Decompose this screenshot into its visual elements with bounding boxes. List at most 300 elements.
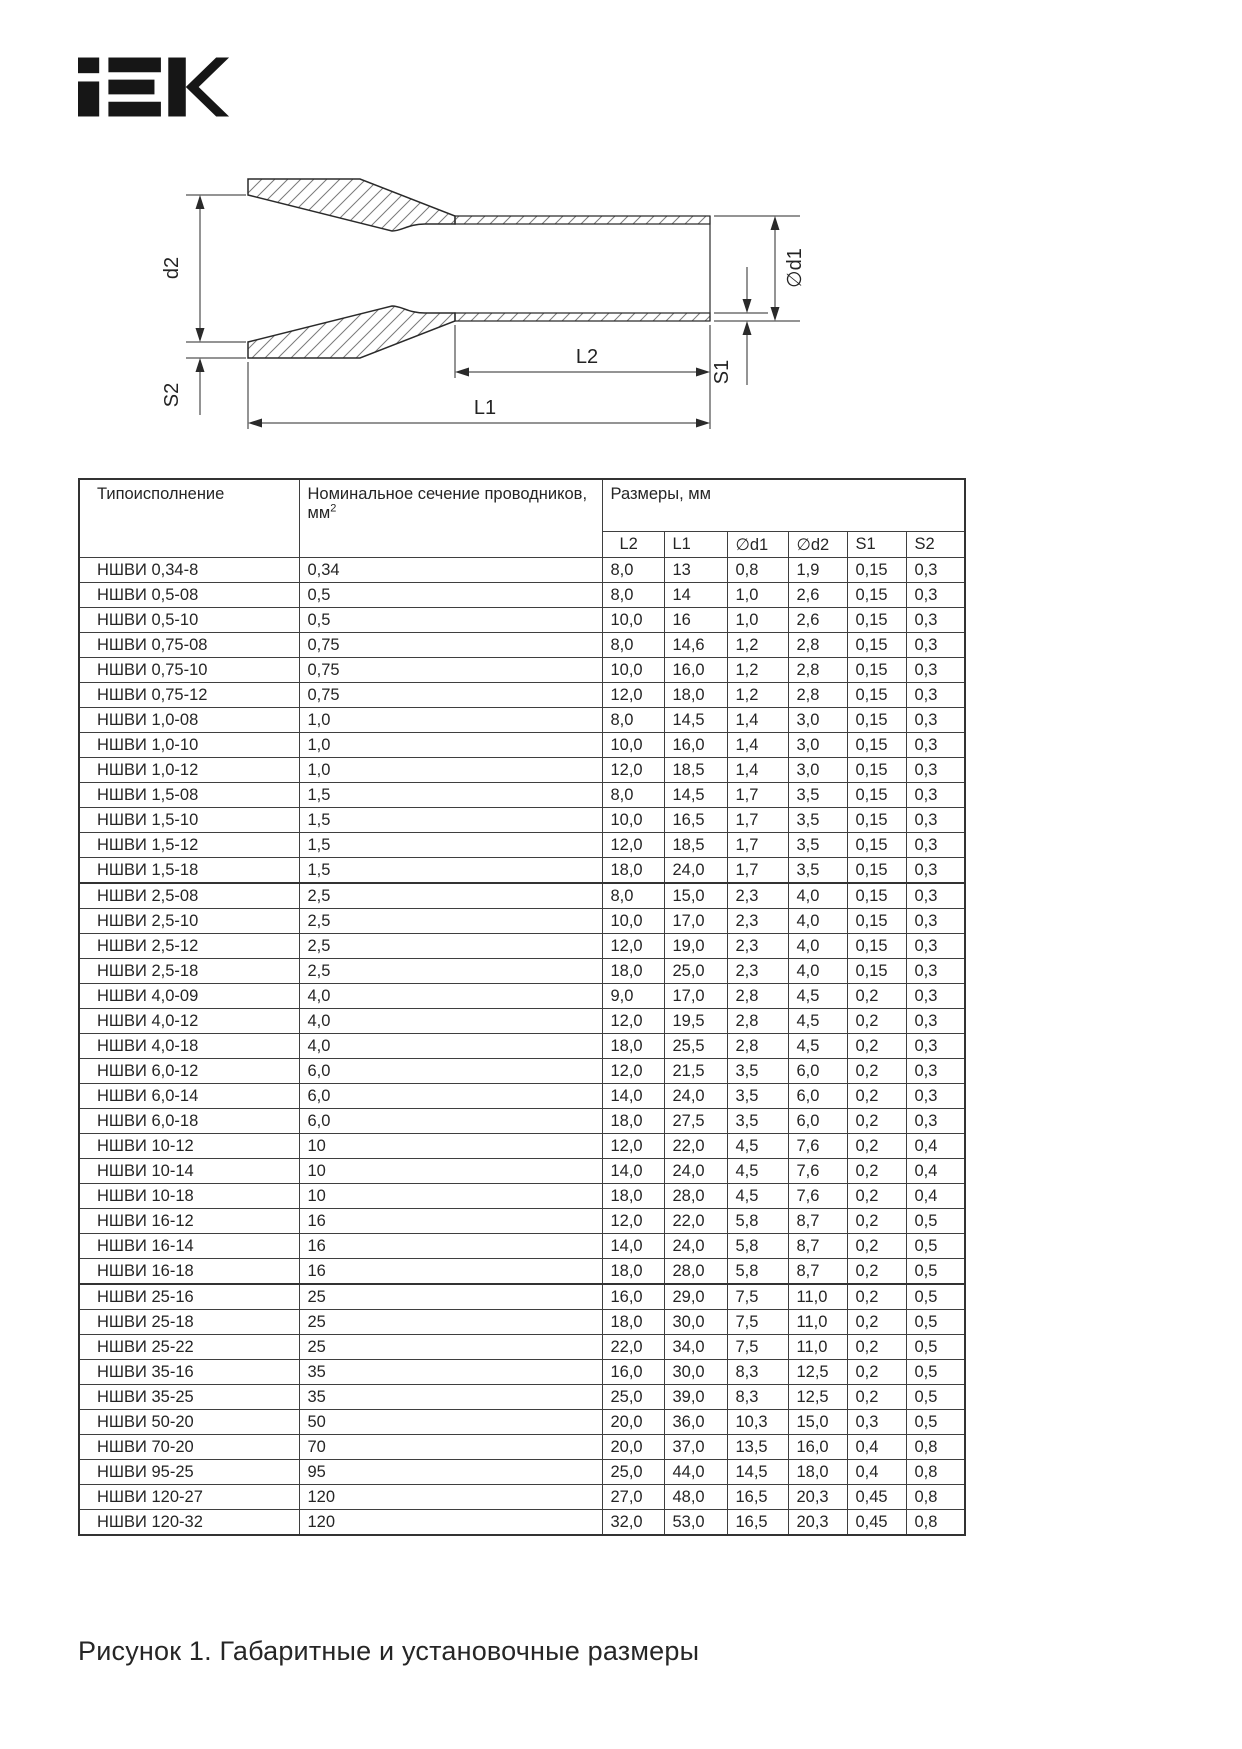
table-cell: НШВИ 16-18 xyxy=(79,1259,299,1285)
table-cell: 0,3 xyxy=(906,1034,965,1059)
table-cell: 3,5 xyxy=(788,808,847,833)
table-cell: 25 xyxy=(299,1284,602,1310)
table-cell: 2,6 xyxy=(788,608,847,633)
table-cell: 5,8 xyxy=(727,1234,788,1259)
table-cell: 0,3 xyxy=(906,583,965,608)
table-row xyxy=(79,808,965,833)
table-cell: 35 xyxy=(299,1360,602,1385)
table-cell: 0,3 xyxy=(906,683,965,708)
table-cell: 1,7 xyxy=(727,808,788,833)
table-cell: 16,0 xyxy=(602,1360,664,1385)
table-cell: НШВИ 1,5-08 xyxy=(79,783,299,808)
table-cell: 0,75 xyxy=(299,633,602,658)
table-row xyxy=(79,583,965,608)
dimension-drawing xyxy=(150,135,830,450)
table-cell: 53,0 xyxy=(664,1510,727,1536)
table-cell: 12,0 xyxy=(602,833,664,858)
table-cell: 0,15 xyxy=(847,683,906,708)
table-cell: 2,3 xyxy=(727,959,788,984)
table-cell: 16,0 xyxy=(788,1435,847,1460)
table-cell: 16,0 xyxy=(664,658,727,683)
table-cell: 24,0 xyxy=(664,858,727,884)
table-cell: 0,5 xyxy=(906,1335,965,1360)
col-header-d2: ∅d2 xyxy=(788,532,847,558)
table-cell: 0,75 xyxy=(299,683,602,708)
dim-s2 xyxy=(186,358,246,415)
table-cell: 25,0 xyxy=(664,959,727,984)
table-cell: 32,0 xyxy=(602,1510,664,1536)
table-cell: 18,5 xyxy=(664,758,727,783)
table-cell: 14,0 xyxy=(602,1234,664,1259)
table-cell: НШВИ 10-12 xyxy=(79,1134,299,1159)
table-cell: 0,2 xyxy=(847,1360,906,1385)
table-cell: 0,2 xyxy=(847,1109,906,1134)
table-cell: 1,5 xyxy=(299,833,602,858)
table-cell: 0,15 xyxy=(847,783,906,808)
table-cell: 50 xyxy=(299,1410,602,1435)
table-cell: 24,0 xyxy=(664,1084,727,1109)
table-row xyxy=(79,1059,965,1084)
table-cell: 0,3 xyxy=(906,934,965,959)
table-cell: 0,3 xyxy=(906,1109,965,1134)
table-cell: 12,0 xyxy=(602,1134,664,1159)
dim-label-d2: d2 xyxy=(161,256,183,280)
table-cell: 4,5 xyxy=(788,1034,847,1059)
table-cell: 120 xyxy=(299,1510,602,1536)
table-cell: 10,0 xyxy=(602,733,664,758)
table-cell: 8,7 xyxy=(788,1259,847,1285)
table-cell: 120 xyxy=(299,1485,602,1510)
table-cell: 18,5 xyxy=(664,833,727,858)
table-cell: 1,5 xyxy=(299,808,602,833)
table-cell: 0,2 xyxy=(847,1059,906,1084)
table-row xyxy=(79,1034,965,1059)
table-cell: 3,5 xyxy=(788,783,847,808)
table-cell: 12,5 xyxy=(788,1385,847,1410)
table-cell: 20,0 xyxy=(602,1435,664,1460)
collar-bottom-wall xyxy=(248,306,455,358)
table-cell: 0,2 xyxy=(847,984,906,1009)
table-row xyxy=(79,858,965,884)
col-header-s1: S1 xyxy=(847,532,906,558)
table-row xyxy=(79,558,965,583)
table-cell: 2,6 xyxy=(788,583,847,608)
table-cell: 0,5 xyxy=(906,1259,965,1285)
table-cell: 12,0 xyxy=(602,758,664,783)
table-row xyxy=(79,1084,965,1109)
table-cell: 16 xyxy=(664,608,727,633)
table-cell: НШВИ 0,5-10 xyxy=(79,608,299,633)
table-row xyxy=(79,708,965,733)
table-cell: 19,5 xyxy=(664,1009,727,1034)
table-cell: НШВИ 2,5-12 xyxy=(79,934,299,959)
table-cell: 1,4 xyxy=(727,708,788,733)
table-cell: 6,0 xyxy=(788,1109,847,1134)
table-cell: 0,15 xyxy=(847,858,906,884)
table-cell: 0,3 xyxy=(906,984,965,1009)
table-cell: 0,3 xyxy=(906,1084,965,1109)
table-cell: 14,5 xyxy=(664,708,727,733)
table-cell: 29,0 xyxy=(664,1284,727,1310)
table-cell: 0,3 xyxy=(847,1410,906,1435)
table-cell: 0,3 xyxy=(906,1059,965,1084)
table-cell: 10 xyxy=(299,1184,602,1209)
table-row xyxy=(79,683,965,708)
table-cell: НШВИ 50-20 xyxy=(79,1410,299,1435)
table-cell: 4,0 xyxy=(788,959,847,984)
table-cell: 25,0 xyxy=(602,1385,664,1410)
table-cell: 2,8 xyxy=(788,658,847,683)
table-row xyxy=(79,608,965,633)
table-cell: 39,0 xyxy=(664,1385,727,1410)
table-cell: 5,8 xyxy=(727,1209,788,1234)
table-cell: 10,0 xyxy=(602,608,664,633)
table-cell: 4,5 xyxy=(788,984,847,1009)
table-row xyxy=(79,658,965,683)
col-header-sizes: Размеры, мм xyxy=(602,479,965,532)
table-cell: 9,0 xyxy=(602,984,664,1009)
table-cell: 2,8 xyxy=(727,984,788,1009)
table-cell: 11,0 xyxy=(788,1335,847,1360)
table-row xyxy=(79,1209,965,1234)
table-cell: НШВИ 120-32 xyxy=(79,1510,299,1536)
table-cell: 3,0 xyxy=(788,758,847,783)
figure-caption: Рисунок 1. Габаритные и установочные размеры xyxy=(78,1636,700,1666)
table-cell: 16,5 xyxy=(727,1485,788,1510)
table-cell: НШВИ 1,0-12 xyxy=(79,758,299,783)
table-cell: 2,3 xyxy=(727,883,788,909)
table-cell: 12,5 xyxy=(788,1360,847,1385)
table-cell: НШВИ 16-14 xyxy=(79,1234,299,1259)
table-cell: НШВИ 6,0-12 xyxy=(79,1059,299,1084)
table-cell: НШВИ 1,5-18 xyxy=(79,858,299,884)
table-cell: 18,0 xyxy=(602,1109,664,1134)
table-cell: 7,6 xyxy=(788,1184,847,1209)
table-cell: 1,0 xyxy=(727,583,788,608)
table-cell: 44,0 xyxy=(664,1460,727,1485)
table-cell: 4,0 xyxy=(788,909,847,934)
table-cell: 1,0 xyxy=(299,708,602,733)
table-cell: 36,0 xyxy=(664,1410,727,1435)
table-row xyxy=(79,758,965,783)
table-cell: 0,45 xyxy=(847,1510,906,1536)
table-cell: 0,3 xyxy=(906,833,965,858)
table-cell: 10,3 xyxy=(727,1410,788,1435)
table-cell: 0,2 xyxy=(847,1009,906,1034)
table-cell: 0,4 xyxy=(906,1134,965,1159)
table-cell: 1,7 xyxy=(727,783,788,808)
table-cell: 34,0 xyxy=(664,1335,727,1360)
table-cell: 3,5 xyxy=(788,858,847,884)
table-row xyxy=(79,1009,965,1034)
table-cell: 0,3 xyxy=(906,783,965,808)
table-cell: 28,0 xyxy=(664,1259,727,1285)
table-row xyxy=(79,833,965,858)
table-cell: 0,4 xyxy=(906,1159,965,1184)
table-cell: 22,0 xyxy=(664,1134,727,1159)
tube-bottom-wall xyxy=(455,313,710,321)
table-cell: 3,5 xyxy=(727,1059,788,1084)
table-cell: 0,3 xyxy=(906,909,965,934)
table-row xyxy=(79,1485,965,1510)
table-cell: 14,0 xyxy=(602,1159,664,1184)
table-cell: НШВИ 2,5-18 xyxy=(79,959,299,984)
dim-label-l2: L2 xyxy=(575,346,599,368)
table-cell: 0,15 xyxy=(847,708,906,733)
table-cell: 10,0 xyxy=(602,909,664,934)
col-header-l1: L1 xyxy=(664,532,727,558)
table-cell: 13,5 xyxy=(727,1435,788,1460)
table-row xyxy=(79,1385,965,1410)
table-cell: 0,15 xyxy=(847,959,906,984)
table-cell: 0,5 xyxy=(906,1310,965,1335)
table-cell: 25 xyxy=(299,1310,602,1335)
table-cell: НШВИ 1,5-10 xyxy=(79,808,299,833)
table-cell: 0,4 xyxy=(847,1460,906,1485)
table-row xyxy=(79,1134,965,1159)
table-cell: 0,3 xyxy=(906,558,965,583)
col-header-l2: L2 xyxy=(602,532,664,558)
table-cell: 2,8 xyxy=(727,1009,788,1034)
table-cell: 14,5 xyxy=(664,783,727,808)
iek-logo xyxy=(78,55,230,119)
table-cell: 18,0 xyxy=(602,1184,664,1209)
table-cell: 22,0 xyxy=(602,1335,664,1360)
table-cell: НШВИ 1,0-08 xyxy=(79,708,299,733)
table-row xyxy=(79,633,965,658)
table-cell: 0,45 xyxy=(847,1485,906,1510)
table-cell: НШВИ 0,75-08 xyxy=(79,633,299,658)
table-cell: 2,5 xyxy=(299,959,602,984)
table-cell: 8,3 xyxy=(727,1385,788,1410)
table-cell: 2,3 xyxy=(727,909,788,934)
table-cell: 15,0 xyxy=(664,883,727,909)
table-cell: 10,0 xyxy=(602,658,664,683)
table-cell: 2,5 xyxy=(299,934,602,959)
table-cell: 18,0 xyxy=(788,1460,847,1485)
table-cell: 2,5 xyxy=(299,883,602,909)
table-cell: НШВИ 35-25 xyxy=(79,1385,299,1410)
table-cell: 1,2 xyxy=(727,658,788,683)
table-cell: НШВИ 6,0-14 xyxy=(79,1084,299,1109)
table-cell: НШВИ 4,0-18 xyxy=(79,1034,299,1059)
table-cell: 35 xyxy=(299,1385,602,1410)
table-cell: 0,4 xyxy=(906,1184,965,1209)
table-cell: 0,5 xyxy=(906,1234,965,1259)
table-cell: НШВИ 95-25 xyxy=(79,1460,299,1485)
table-cell: 0,3 xyxy=(906,758,965,783)
table-row xyxy=(79,1360,965,1385)
table-cell: 37,0 xyxy=(664,1435,727,1460)
table-cell: 12,0 xyxy=(602,934,664,959)
table-cell: 0,5 xyxy=(299,608,602,633)
table-cell: 0,15 xyxy=(847,833,906,858)
table-cell: 1,0 xyxy=(299,758,602,783)
table-cell: 11,0 xyxy=(788,1310,847,1335)
dimensions-table xyxy=(78,478,966,1536)
table-cell: НШВИ 4,0-09 xyxy=(79,984,299,1009)
table-cell: 1,0 xyxy=(727,608,788,633)
table-cell: 0,15 xyxy=(847,808,906,833)
table-cell: 14 xyxy=(664,583,727,608)
table-cell: 10 xyxy=(299,1159,602,1184)
table-cell: 19,0 xyxy=(664,934,727,959)
table-cell: 1,5 xyxy=(299,858,602,884)
table-cell: НШВИ 25-18 xyxy=(79,1310,299,1335)
table-cell: 0,3 xyxy=(906,883,965,909)
table-cell: НШВИ 2,5-10 xyxy=(79,909,299,934)
table-row xyxy=(79,1335,965,1360)
table-cell: 6,0 xyxy=(788,1059,847,1084)
table-cell: 3,5 xyxy=(727,1084,788,1109)
table-cell: 6,0 xyxy=(788,1084,847,1109)
table-row xyxy=(79,934,965,959)
table-cell: 0,5 xyxy=(299,583,602,608)
table-cell: 4,5 xyxy=(727,1159,788,1184)
table-cell: 0,5 xyxy=(906,1385,965,1410)
table-cell: 4,0 xyxy=(299,1034,602,1059)
table-cell: 16 xyxy=(299,1234,602,1259)
table-cell: 0,15 xyxy=(847,583,906,608)
table-cell: 0,5 xyxy=(906,1284,965,1310)
table-cell: 4,5 xyxy=(727,1184,788,1209)
table-cell: 70 xyxy=(299,1435,602,1460)
col-header-section-sup: 2 xyxy=(330,502,337,515)
table-row xyxy=(79,1109,965,1134)
table-cell: 0,2 xyxy=(847,1034,906,1059)
table-row xyxy=(79,1159,965,1184)
table-cell: 0,2 xyxy=(847,1084,906,1109)
table-cell: 0,8 xyxy=(906,1510,965,1536)
dim-label-s1: S1 xyxy=(711,359,733,385)
table-cell: 16 xyxy=(299,1209,602,1234)
table-cell: 0,5 xyxy=(906,1410,965,1435)
table-cell: 16,0 xyxy=(602,1284,664,1310)
table-cell: НШВИ 16-12 xyxy=(79,1209,299,1234)
table-cell: 3,0 xyxy=(788,733,847,758)
table-cell: 18,0 xyxy=(602,1259,664,1285)
table-cell: 12,0 xyxy=(602,1059,664,1084)
table-cell: 7,6 xyxy=(788,1134,847,1159)
table-cell: 8,0 xyxy=(602,708,664,733)
table-cell: 4,0 xyxy=(299,984,602,1009)
table-cell: 5,8 xyxy=(727,1259,788,1285)
table-cell: 6,0 xyxy=(299,1109,602,1134)
table-cell: 0,2 xyxy=(847,1209,906,1234)
table-cell: 6,0 xyxy=(299,1084,602,1109)
table-cell: 0,5 xyxy=(906,1209,965,1234)
dim-label-d1: ∅d1 xyxy=(784,248,806,288)
table-cell: 27,0 xyxy=(602,1485,664,1510)
table-cell: 1,2 xyxy=(727,633,788,658)
table-row xyxy=(79,1410,965,1435)
table-cell: 0,2 xyxy=(847,1385,906,1410)
table-cell: 8,0 xyxy=(602,633,664,658)
table-row xyxy=(79,1259,965,1285)
table-cell: 14,5 xyxy=(727,1460,788,1485)
table-row xyxy=(79,783,965,808)
table-cell: 4,5 xyxy=(788,1009,847,1034)
table-cell: 3,0 xyxy=(788,708,847,733)
dim-label-l1: L1 xyxy=(473,397,497,419)
table-cell: 14,6 xyxy=(664,633,727,658)
table-cell: 14,0 xyxy=(602,1084,664,1109)
table-cell: 20,3 xyxy=(788,1510,847,1536)
table-row xyxy=(79,959,965,984)
table-cell: 0,15 xyxy=(847,658,906,683)
table-cell: 0,15 xyxy=(847,733,906,758)
table-cell: 18,0 xyxy=(602,858,664,884)
table-cell: НШВИ 0,75-12 xyxy=(79,683,299,708)
table-cell: 24,0 xyxy=(664,1159,727,1184)
table-cell: 1,7 xyxy=(727,858,788,884)
table-cell: 4,0 xyxy=(299,1009,602,1034)
table-cell: 0,2 xyxy=(847,1259,906,1285)
tube-top-wall xyxy=(455,216,710,224)
table-cell: 7,6 xyxy=(788,1159,847,1184)
table-cell: НШВИ 0,75-10 xyxy=(79,658,299,683)
table-cell: 2,5 xyxy=(299,909,602,934)
table-cell: 11,0 xyxy=(788,1284,847,1310)
table-row xyxy=(79,883,965,909)
table-cell: 15,0 xyxy=(788,1410,847,1435)
table-cell: 16 xyxy=(299,1259,602,1285)
table-cell: НШВИ 1,0-10 xyxy=(79,733,299,758)
table-cell: 48,0 xyxy=(664,1485,727,1510)
table-cell: 0,15 xyxy=(847,633,906,658)
table-cell: 2,8 xyxy=(727,1034,788,1059)
table-cell: 12,0 xyxy=(602,1209,664,1234)
dim-d2 xyxy=(186,195,246,342)
table-cell: 3,5 xyxy=(727,1109,788,1134)
table-cell: 0,5 xyxy=(906,1360,965,1385)
table-cell: 8,7 xyxy=(788,1234,847,1259)
table-cell: 0,3 xyxy=(906,733,965,758)
table-cell: 0,2 xyxy=(847,1284,906,1310)
table-cell: 30,0 xyxy=(664,1310,727,1335)
table-cell: НШВИ 10-18 xyxy=(79,1184,299,1209)
table-cell: 6,0 xyxy=(299,1059,602,1084)
table-cell: НШВИ 25-22 xyxy=(79,1335,299,1360)
table-cell: 18,0 xyxy=(602,1310,664,1335)
table-row xyxy=(79,733,965,758)
table-cell: 18,0 xyxy=(664,683,727,708)
table-cell: 0,3 xyxy=(906,959,965,984)
table-cell: 0,75 xyxy=(299,658,602,683)
table-cell: 17,0 xyxy=(664,909,727,934)
table-cell: 0,15 xyxy=(847,909,906,934)
table-cell: НШВИ 6,0-18 xyxy=(79,1109,299,1134)
table-cell: 0,15 xyxy=(847,883,906,909)
table-cell: 2,8 xyxy=(788,683,847,708)
table-cell: НШВИ 70-20 xyxy=(79,1435,299,1460)
table-cell: 0,3 xyxy=(906,608,965,633)
table-cell: 13 xyxy=(664,558,727,583)
table-cell: 8,3 xyxy=(727,1360,788,1385)
col-header-section-line1: Номинальное сечение проводников, xyxy=(307,485,588,503)
table-cell: 0,3 xyxy=(906,633,965,658)
table-cell: 0,3 xyxy=(906,658,965,683)
collar-top-wall xyxy=(248,179,455,231)
table-cell: 0,15 xyxy=(847,608,906,633)
table-row xyxy=(79,1510,965,1536)
table-cell: НШВИ 0,5-08 xyxy=(79,583,299,608)
table-cell: 20,3 xyxy=(788,1485,847,1510)
table-cell: 8,7 xyxy=(788,1209,847,1234)
table-cell: 18,0 xyxy=(602,959,664,984)
table-cell: 10 xyxy=(299,1134,602,1159)
table-row xyxy=(79,1435,965,1460)
